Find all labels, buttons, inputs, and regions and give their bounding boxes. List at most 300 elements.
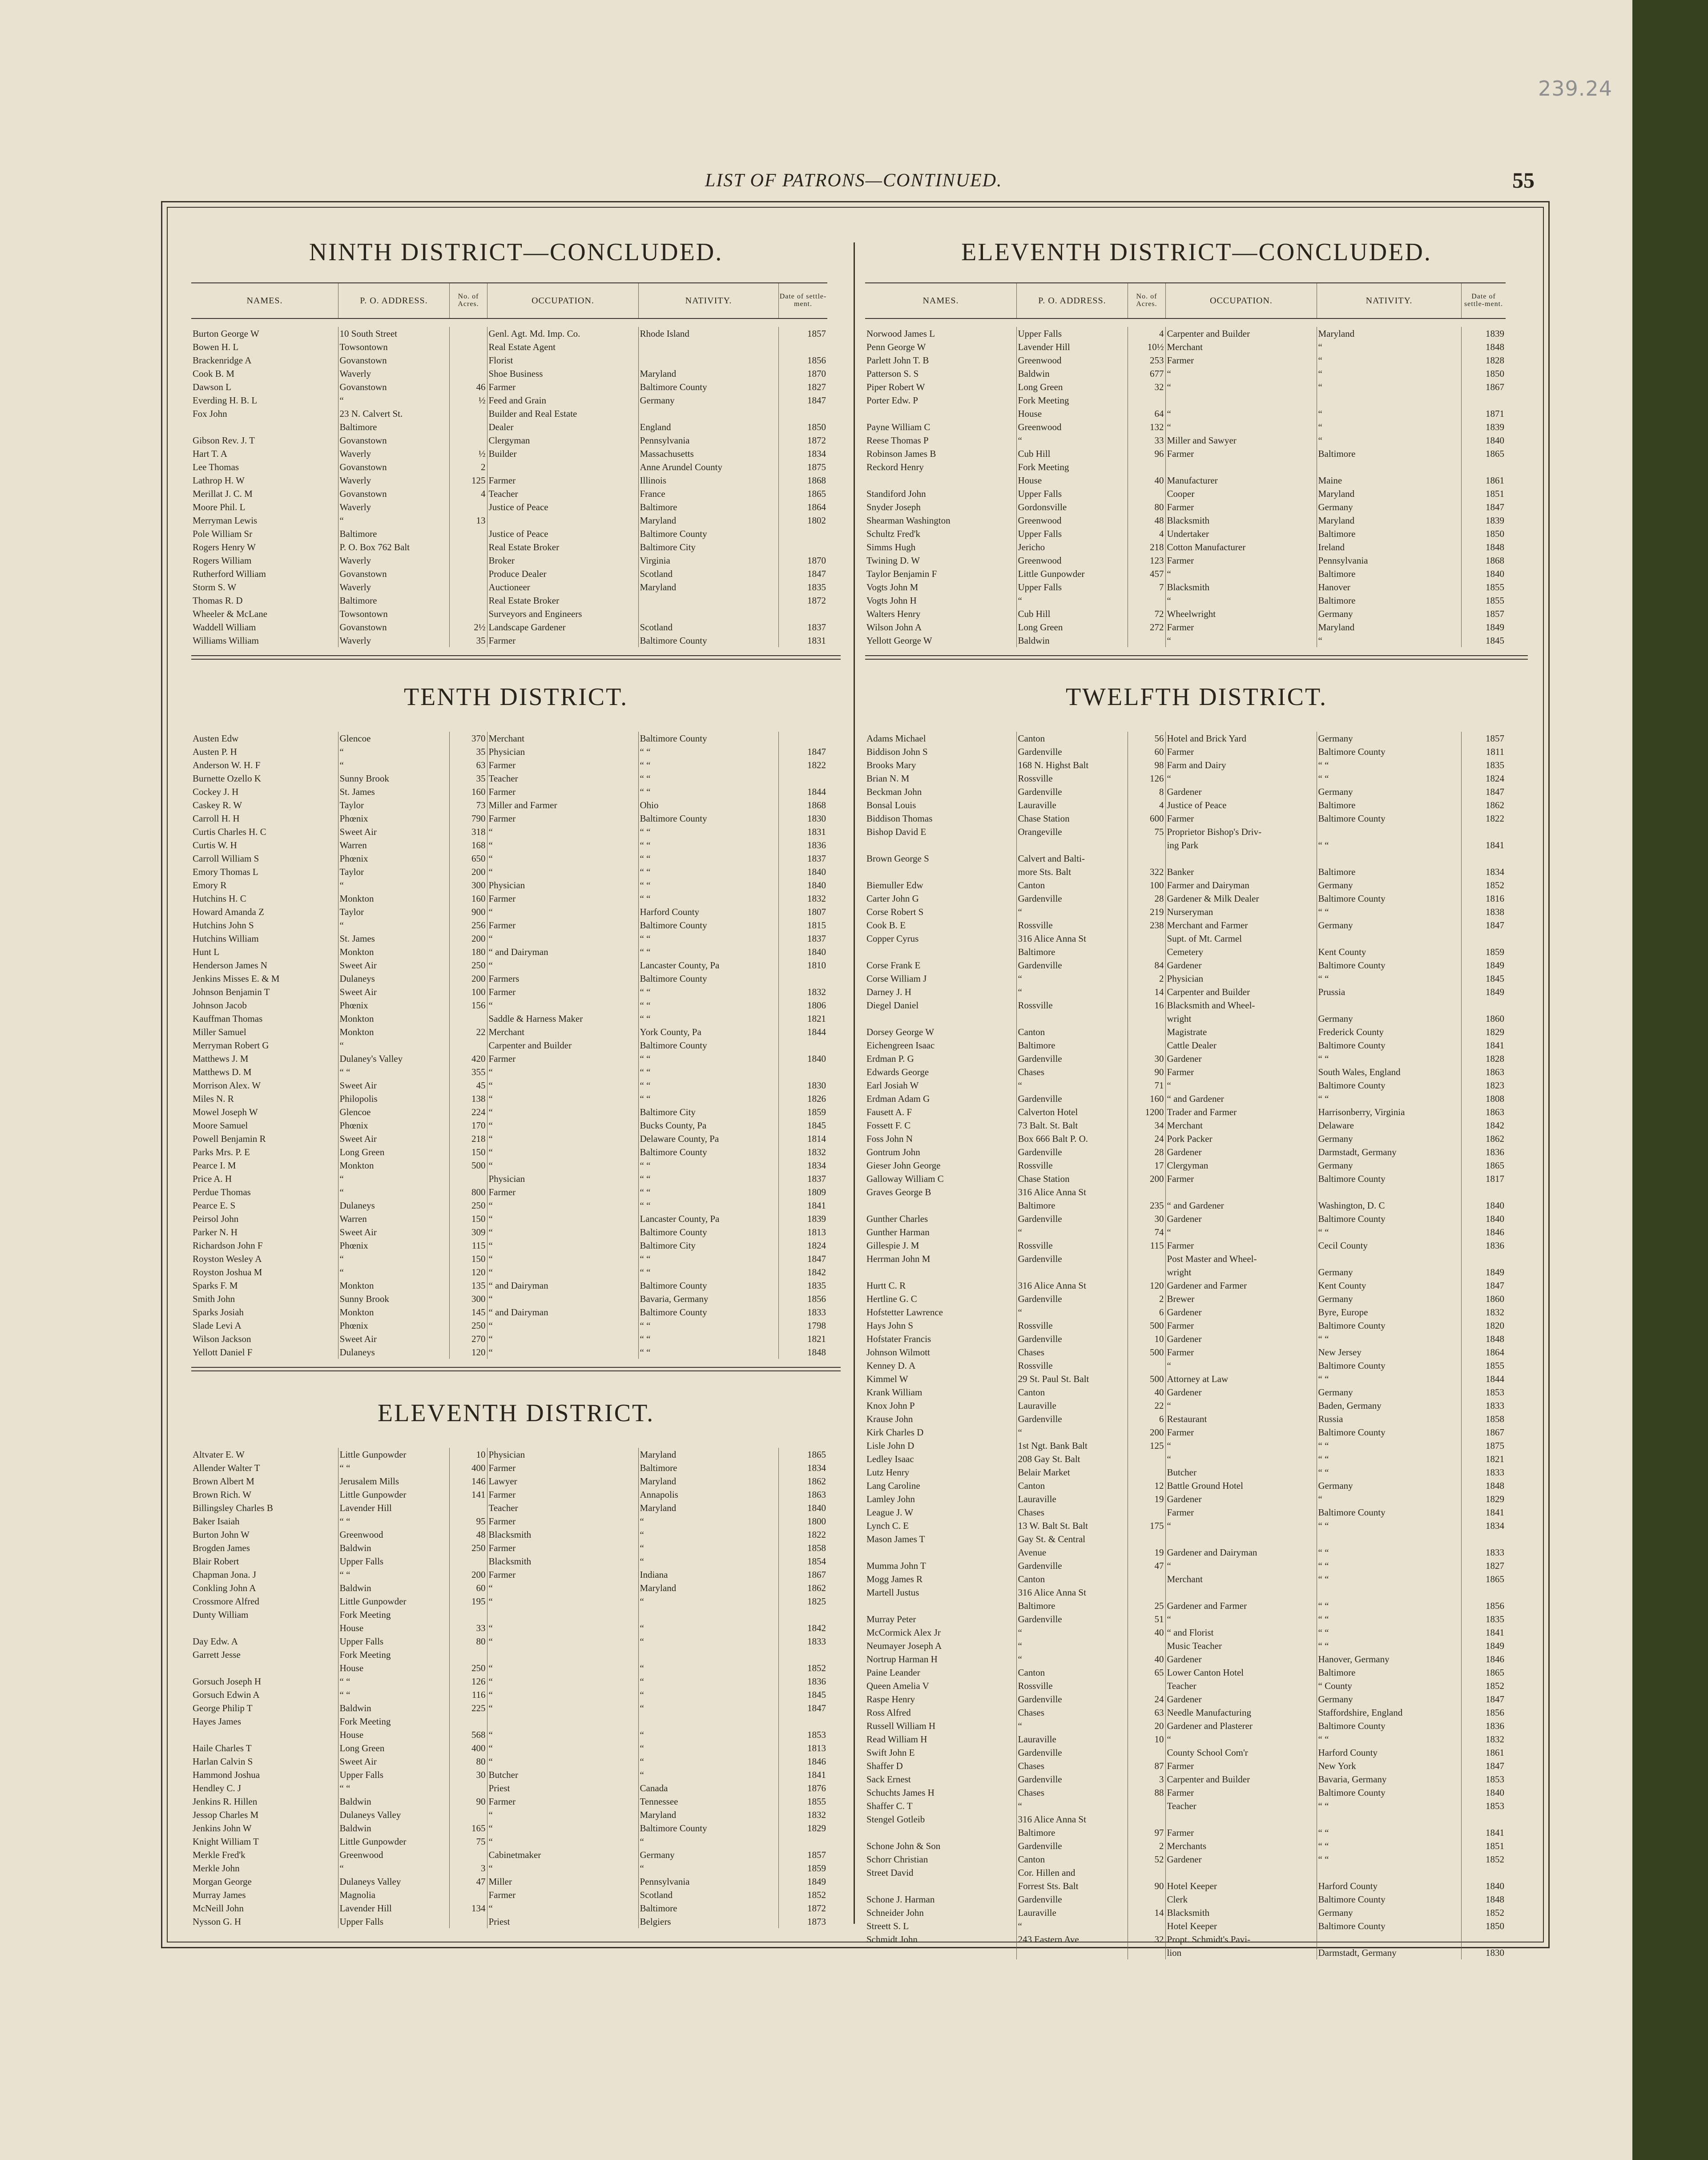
cell-acres: 40: [1128, 1386, 1165, 1399]
cell-date: 1817: [1461, 1172, 1506, 1185]
cell-address: Dulaneys: [338, 1199, 449, 1212]
cell-name: Carroll William S: [193, 853, 259, 864]
cell-name: Austen Edw: [193, 733, 239, 744]
cell-address: Gardenville: [1016, 1746, 1128, 1759]
cell-date: 1864: [1461, 1346, 1506, 1359]
table-row: [865, 1306, 1506, 1319]
cell-occupation: Farmer: [487, 1185, 638, 1199]
cell-address: “ “: [338, 1675, 449, 1688]
cell-acres: 256: [449, 919, 487, 932]
cell-address: “ “: [338, 1781, 449, 1795]
cell-date: 1872: [778, 1902, 827, 1915]
cell-nativity: Baltimore County: [1317, 1039, 1461, 1052]
cell-date: 1806: [778, 999, 827, 1012]
cell-date: 1837: [778, 932, 827, 945]
cell-name: Ledley Isaac: [866, 1453, 914, 1464]
cell-acres: 355: [449, 1065, 487, 1079]
cell-occupation: “: [487, 1821, 638, 1835]
table-row: [865, 607, 1506, 621]
cell-nativity: Maryland: [1317, 487, 1461, 500]
cell-name: Mowel Joseph W: [193, 1106, 258, 1117]
cell-acres: 48: [449, 1528, 487, 1541]
table-row: [191, 1888, 827, 1902]
cell-nativity: Delaware County, Pa: [638, 1132, 778, 1145]
table-row: [191, 420, 827, 434]
cell-date: [778, 1835, 827, 1848]
cell-date: 1847: [1461, 1279, 1506, 1292]
table-row: [191, 354, 827, 367]
cell-address: Govanstown: [338, 567, 449, 580]
table-row: [865, 1332, 1506, 1346]
cell-name: [865, 865, 1016, 879]
table-row: [191, 932, 827, 945]
table-row: [191, 1461, 827, 1475]
cell-nativity: “: [1317, 434, 1461, 447]
cell-occupation: Merchant and Farmer: [1165, 919, 1317, 932]
cell-name: [191, 1661, 338, 1675]
section-title-twelfth: TWELFTH DISTRICT.: [1065, 683, 1328, 711]
cell-address: Warren: [338, 1212, 449, 1225]
table-row: [191, 434, 827, 447]
cell-nativity: “ “: [1317, 1372, 1461, 1386]
cell-address: Lauraville: [1016, 1906, 1128, 1919]
cell-name: Nortrup Harman H: [866, 1653, 938, 1664]
table-row: [865, 1279, 1506, 1292]
cell-occupation: “: [487, 1902, 638, 1915]
cell-nativity: “: [638, 1515, 778, 1528]
cell-date: 1828: [1461, 1052, 1506, 1065]
cell-occupation: Carpenter and Builder: [1165, 327, 1317, 340]
table-row: [191, 1728, 827, 1741]
cell-acres: 115: [1128, 1239, 1165, 1252]
cell-occupation: [1165, 852, 1317, 865]
column-header-label: NATIVITY.: [1366, 295, 1413, 306]
table-row: [191, 327, 827, 340]
table-row: [865, 1559, 1506, 1572]
cell-acres: 47: [1128, 1559, 1165, 1572]
cell-date: 1847: [1461, 1693, 1506, 1706]
cell-address: Waverly: [338, 367, 449, 380]
cell-name: Baker Isaiah: [193, 1515, 240, 1527]
cell-acres: 123: [1128, 554, 1165, 567]
table-row: [865, 1799, 1506, 1813]
table-row: [865, 407, 1506, 420]
cell-occupation: Farm and Dairy: [1165, 758, 1317, 772]
cell-nativity: “ “: [1317, 1332, 1461, 1346]
cell-nativity: Ireland: [1317, 540, 1461, 554]
cell-address: Glencoe: [338, 1105, 449, 1119]
column-header-label: OCCUPATION.: [532, 295, 594, 306]
table-row: [191, 1608, 827, 1621]
table-row: [865, 1746, 1506, 1759]
cell-nativity: Baltimore County: [1317, 1786, 1461, 1799]
cell-occupation: “: [1165, 380, 1317, 394]
cell-nativity: Baltimore County: [1317, 892, 1461, 905]
cell-date: 1832: [778, 985, 827, 999]
cell-acres: 90: [449, 1795, 487, 1808]
cell-occupation: Farmer: [487, 380, 638, 394]
cell-nativity: [638, 594, 778, 607]
cell-name: Hofstater Francis: [866, 1333, 931, 1344]
cell-name: Sparks Josiah: [193, 1306, 244, 1318]
cell-occupation: “: [487, 959, 638, 972]
table-row: [865, 354, 1506, 367]
cell-date: 1857: [778, 1848, 827, 1862]
cell-occupation: “: [1165, 1452, 1317, 1466]
cell-acres: 250: [449, 1661, 487, 1675]
cell-address: Sweet Air: [338, 1755, 449, 1768]
cell-name: Hutchins John S: [193, 919, 254, 931]
cell-occupation: Builder: [487, 447, 638, 460]
table-row: [191, 785, 827, 798]
cell-date: 1839: [778, 1212, 827, 1225]
cell-acres: 65: [1128, 1666, 1165, 1679]
section-divider: [191, 1370, 841, 1371]
cell-address: Rossville: [1016, 1239, 1128, 1252]
cell-occupation: Hotel Keeper: [1165, 1919, 1317, 1933]
scan-background-edge: [1632, 0, 1708, 2160]
cell-occupation: “ and Dairyman: [487, 945, 638, 959]
cell-address: Taylor: [338, 905, 449, 919]
cell-name: Slade Levi A: [193, 1320, 242, 1331]
cell-occupation: Supt. of Mt. Carmel: [1165, 932, 1317, 945]
cell-occupation: Proprietor Bishop's Driv-: [1165, 825, 1317, 838]
cell-nativity: Scotland: [638, 1888, 778, 1902]
cell-nativity: [638, 407, 778, 420]
cell-name: Merryman Robert G: [193, 1040, 269, 1051]
cell-nativity: Rhode Island: [638, 327, 778, 340]
cell-occupation: “: [487, 1346, 638, 1359]
cell-name: Gunther Charles: [866, 1213, 928, 1224]
cell-name: Royston Joshua M: [193, 1266, 262, 1277]
cell-nativity: “: [638, 1635, 778, 1648]
cell-date: 1840: [1461, 1879, 1506, 1893]
cell-address: Lavender Hill: [338, 1501, 449, 1515]
cell-occupation: Merchant: [487, 732, 638, 745]
cell-address: Cub Hill: [1016, 447, 1128, 460]
cell-date: 1867: [1461, 1426, 1506, 1439]
table-row: [865, 798, 1506, 812]
cell-address: Govanstown: [338, 621, 449, 634]
cell-date: 1822: [778, 1528, 827, 1541]
cell-nativity: Hanover: [1317, 580, 1461, 594]
cell-name: Kauffman Thomas: [193, 1013, 263, 1024]
cell-address: “: [1016, 1652, 1128, 1666]
cell-name: Twining D. W: [866, 555, 920, 566]
cell-nativity: Annapolis: [638, 1488, 778, 1501]
cell-address: “: [1016, 1919, 1128, 1933]
cell-date: 1842: [778, 1265, 827, 1279]
cell-name: Ross Alfred: [866, 1707, 911, 1718]
cell-nativity: South Wales, England: [1317, 1065, 1461, 1079]
cell-occupation: Restaurant: [1165, 1412, 1317, 1426]
cell-nativity: “ “: [1317, 1626, 1461, 1639]
cell-occupation: Real Estate Broker: [487, 540, 638, 554]
cell-name: Mogg James R: [866, 1573, 922, 1584]
patron-table-eleventh: [191, 1448, 827, 1928]
cell-occupation: “: [1165, 1612, 1317, 1626]
column-header-label: OCCUPATION.: [1210, 295, 1273, 306]
cell-nativity: “: [638, 1835, 778, 1848]
table-row: [191, 825, 827, 838]
cell-name: Royston Wesley A: [193, 1253, 262, 1264]
cell-nativity: Baltimore County: [638, 527, 778, 540]
page-header: LIST OF PATRONS—CONTINUED.: [705, 170, 1003, 191]
column-header-row: [191, 282, 827, 319]
cell-occupation: Physician: [487, 879, 638, 892]
cell-occupation: “: [1165, 1733, 1317, 1746]
cell-acres: 250: [449, 1541, 487, 1555]
cell-address: Upper Falls: [338, 1555, 449, 1568]
cell-date: 1821: [778, 1332, 827, 1346]
table-row: [191, 1821, 827, 1835]
cell-date: 1844: [1461, 1372, 1506, 1386]
cell-address: Lauraville: [1016, 1733, 1128, 1746]
cell-address: “: [1016, 1426, 1128, 1439]
cell-acres: 2: [1128, 1839, 1165, 1853]
cell-name: Williams William: [193, 635, 259, 646]
cell-occupation: “ and Florist: [1165, 1626, 1317, 1639]
cell-address: Phœnix: [338, 1119, 449, 1132]
cell-occupation: “ and Gardener: [1165, 1199, 1317, 1212]
cell-occupation: Blacksmith: [487, 1528, 638, 1541]
cell-occupation: Gardener: [1165, 1145, 1317, 1159]
cell-acres: [1128, 1746, 1165, 1759]
cell-occupation: Gardener: [1165, 1693, 1317, 1706]
cell-occupation: “: [487, 1581, 638, 1595]
cell-occupation: [487, 1608, 638, 1621]
cell-occupation: Farmer: [1165, 1826, 1317, 1839]
cell-nativity: Maryland: [1317, 327, 1461, 340]
cell-name: Pearce I. M: [193, 1160, 236, 1171]
cell-name: Erdman Adam G: [866, 1093, 930, 1104]
cell-address: Lavender Hill: [1016, 340, 1128, 354]
cell-nativity: “: [1317, 407, 1461, 420]
cell-address: Gardenville: [1016, 1612, 1128, 1626]
cell-occupation: Farmer: [487, 1461, 638, 1475]
cell-nativity: “: [638, 1741, 778, 1755]
cell-address: “: [1016, 972, 1128, 985]
cell-acres: 160: [449, 892, 487, 905]
cell-date: 1868: [778, 798, 827, 812]
cell-acres: 235: [1128, 1199, 1165, 1212]
cell-acres: 900: [449, 905, 487, 919]
cell-date: 1837: [778, 621, 827, 634]
cell-address: Gardenville: [1016, 1559, 1128, 1572]
cell-address: Fork Meeting: [1016, 460, 1128, 474]
cell-occupation: “: [1165, 1559, 1317, 1572]
cell-date: 1852: [1461, 1906, 1506, 1919]
cell-address: Gardenville: [1016, 1145, 1128, 1159]
cell-acres: [449, 1012, 487, 1025]
cell-name: Parlett John T. B: [866, 355, 929, 366]
cell-acres: 138: [449, 1092, 487, 1105]
cell-name: Earl Josiah W: [866, 1080, 919, 1091]
cell-occupation: Teacher: [1165, 1799, 1317, 1813]
cell-acres: [1128, 1452, 1165, 1466]
cell-address: Gardenville: [1016, 1893, 1128, 1906]
table-row: [865, 1212, 1506, 1225]
cell-nativity: New Jersey: [1317, 1346, 1461, 1359]
cell-acres: 225: [449, 1701, 487, 1715]
table-row: [191, 1225, 827, 1239]
table-row: [191, 1701, 827, 1715]
cell-name: Lee Thomas: [193, 461, 239, 472]
cell-name: Gieser John George: [866, 1160, 941, 1171]
table-row: [191, 1159, 827, 1172]
cell-acres: 25: [1128, 1599, 1165, 1612]
cell-acres: 73: [449, 798, 487, 812]
cell-nativity: Scotland: [638, 621, 778, 634]
table-row: [191, 879, 827, 892]
table-row: [865, 1025, 1506, 1039]
cell-name: Murray Peter: [866, 1613, 916, 1624]
cell-acres: 500: [1128, 1319, 1165, 1332]
cell-address: Rossville: [1016, 772, 1128, 785]
cell-nativity: “: [638, 1621, 778, 1635]
cell-name: Porter Edw. P: [866, 395, 918, 406]
cell-name: Stengel Gotleib: [866, 1813, 925, 1825]
cell-date: 1836: [1461, 1239, 1506, 1252]
cell-date: 1811: [1461, 745, 1506, 758]
cell-acres: 150: [449, 1212, 487, 1225]
table-row: [865, 634, 1506, 647]
cell-address: “ “: [338, 1515, 449, 1528]
cell-occupation: [487, 1648, 638, 1661]
table-row: [865, 732, 1506, 745]
cell-acres: [449, 1501, 487, 1515]
cell-acres: 400: [449, 1461, 487, 1475]
cell-nativity: [1317, 1933, 1461, 1946]
cell-nativity: Darmstadt, Germany: [1317, 1946, 1461, 1959]
cell-nativity: Baltimore: [1317, 594, 1461, 607]
cell-address: 243 Eastern Ave: [1016, 1933, 1128, 1946]
cell-acres: 200: [449, 865, 487, 879]
cell-name: Parks Mrs. P. E: [193, 1146, 250, 1157]
cell-name: [865, 1546, 1016, 1559]
table-row: [191, 1595, 827, 1608]
cell-name: Burnette Ozello K: [193, 773, 261, 784]
cell-date: 1839: [1461, 327, 1506, 340]
cell-nativity: Baltimore: [638, 1461, 778, 1475]
cell-date: 1853: [778, 1728, 827, 1741]
cell-acres: 28: [1128, 1145, 1165, 1159]
cell-occupation: Farmer: [487, 1515, 638, 1528]
cell-occupation: “: [1165, 634, 1317, 647]
cell-name: Johnson Benjamin T: [193, 986, 270, 997]
cell-nativity: Baltimore County: [1317, 959, 1461, 972]
table-row: [865, 879, 1506, 892]
cell-acres: [449, 1888, 487, 1902]
cell-nativity: Germany: [1317, 785, 1461, 798]
table-row: [191, 1795, 827, 1808]
cell-name: Paine Leander: [866, 1667, 920, 1678]
cell-acres: [1128, 1866, 1165, 1879]
cell-nativity: [1317, 932, 1461, 945]
table-row: [191, 838, 827, 852]
cell-nativity: “ “: [638, 932, 778, 945]
table-row: [865, 1893, 1506, 1906]
cell-nativity: Maine: [1317, 474, 1461, 487]
cell-date: 1838: [1461, 905, 1506, 919]
cell-acres: [1128, 1466, 1165, 1479]
cell-nativity: Baltimore County: [638, 1306, 778, 1319]
cell-nativity: “ “: [638, 1252, 778, 1265]
cell-nativity: “ “: [1317, 758, 1461, 772]
cell-address: Long Green: [338, 1741, 449, 1755]
cell-nativity: Baltimore County: [638, 1279, 778, 1292]
cell-address: Calvert and Balti-: [1016, 852, 1128, 865]
cell-name: Conkling John A: [193, 1582, 256, 1593]
cell-occupation: Farmer: [1165, 1426, 1317, 1439]
table-row: [865, 932, 1506, 945]
cell-acres: 98: [1128, 758, 1165, 772]
cell-acres: [449, 580, 487, 594]
cell-occupation: “: [487, 1199, 638, 1212]
cell-acres: 200: [1128, 1426, 1165, 1439]
cell-occupation: Carpenter and Builder: [1165, 1773, 1317, 1786]
cell-occupation: “: [487, 1741, 638, 1755]
cell-address: Greenwood: [1016, 420, 1128, 434]
table-row: [191, 1661, 827, 1675]
cell-acres: [1128, 634, 1165, 647]
cell-date: 1856: [778, 1292, 827, 1306]
cell-nativity: [638, 607, 778, 621]
cell-acres: [449, 367, 487, 380]
cell-nativity: Germany: [1317, 1265, 1461, 1279]
cell-name: Morrison Alex. W: [193, 1080, 261, 1091]
cell-address: Govanstown: [338, 354, 449, 367]
cell-acres: [1128, 1012, 1165, 1025]
table-row: [191, 1145, 827, 1159]
cell-name: [865, 474, 1016, 487]
cell-date: 1847: [778, 745, 827, 758]
table-row: [865, 1773, 1506, 1786]
cell-occupation: Farmer: [1165, 554, 1317, 567]
table-row: [865, 1199, 1506, 1212]
cell-name: Rutherford William: [193, 568, 266, 579]
cell-nativity: Anne Arundel County: [638, 460, 778, 474]
cell-occupation: Wheelwright: [1165, 607, 1317, 621]
section-divider: [191, 659, 841, 660]
cell-name: [865, 407, 1016, 420]
cell-name: Reckord Henry: [866, 461, 924, 472]
cell-name: Copper Cyrus: [866, 933, 919, 944]
cell-name: Wilson John A: [866, 621, 922, 633]
table-row: [865, 1065, 1506, 1079]
cell-nativity: “: [1317, 420, 1461, 434]
cell-address: Upper Falls: [1016, 580, 1128, 594]
cell-acres: 35: [449, 745, 487, 758]
cell-date: [1461, 999, 1506, 1012]
cell-date: 1840: [778, 1052, 827, 1065]
cell-acres: 238: [1128, 919, 1165, 932]
column-header-label: NAMES.: [246, 295, 283, 306]
cell-nativity: Illinois: [638, 474, 778, 487]
cell-date: 1847: [1461, 919, 1506, 932]
cell-acres: 12: [1128, 1479, 1165, 1492]
table-row: [191, 1715, 827, 1728]
cell-address: Canton: [1016, 732, 1128, 745]
cell-date: [1461, 1185, 1506, 1199]
table-row: [191, 407, 827, 420]
cell-address: Sunny Brook: [338, 1292, 449, 1306]
cell-occupation: “: [487, 1252, 638, 1265]
table-row: [191, 1292, 827, 1306]
cell-nativity: Baltimore: [1317, 1666, 1461, 1679]
cell-occupation: “: [1165, 1079, 1317, 1092]
cell-acres: 40: [1128, 1652, 1165, 1666]
